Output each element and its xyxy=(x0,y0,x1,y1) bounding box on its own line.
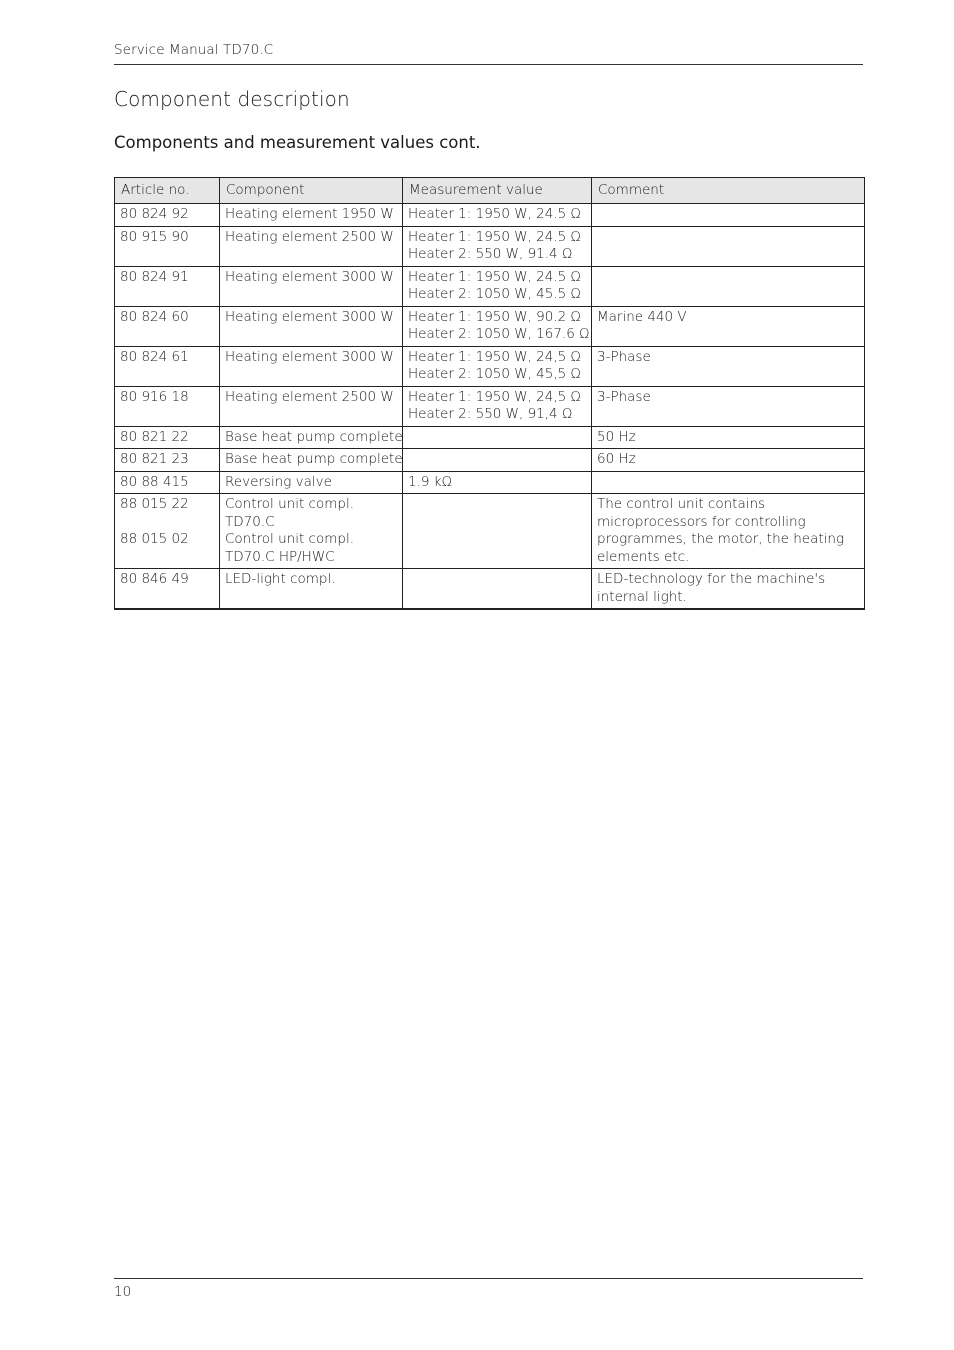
cell-article xyxy=(115,346,220,386)
cell-article-line: 80 88 415 xyxy=(120,473,189,490)
table-row xyxy=(115,569,865,610)
cell-component xyxy=(220,449,403,472)
table-row xyxy=(115,449,865,472)
cell-measurement-line: Heater 2: 550 W, 91.4 Ω xyxy=(408,246,573,262)
cell-comment-line xyxy=(597,269,860,287)
cell-component xyxy=(220,471,403,494)
cell-article xyxy=(115,386,220,426)
cell-component-line: Heating element 2500 W xyxy=(225,388,394,405)
cell-component xyxy=(220,306,403,346)
cell-measurement-line: Heater 1: 1950 W, 24,5 Ω xyxy=(408,348,581,365)
cell-article xyxy=(115,449,220,472)
cell-measurement xyxy=(403,449,592,472)
cell-component xyxy=(220,386,403,426)
cell-comment xyxy=(592,306,865,346)
table-row xyxy=(115,346,865,386)
cell-measurement-line: Heater 1: 1950 W, 24.5 Ω xyxy=(408,228,581,245)
table-row xyxy=(115,226,865,266)
cell-component xyxy=(220,266,403,306)
cell-component-line: LED-light compl. xyxy=(225,571,336,587)
cell-measurement-line xyxy=(408,571,587,589)
cell-measurement xyxy=(403,306,592,346)
cell-comment-line: LED-technology for the machine's xyxy=(597,571,826,587)
cell-measurement-line: Heater 2: 1050 W, 167.6 Ω xyxy=(408,326,590,342)
cell-component-line: Base heat pump complete xyxy=(225,451,403,467)
cell-comment-line: Marine 440 V xyxy=(597,308,687,325)
cell-measurement-line: Heater 1: 1950 W, 90.2 Ω xyxy=(408,308,581,325)
cell-article-line: 88 015 22 xyxy=(120,496,189,512)
cell-comment xyxy=(592,266,865,306)
cell-article xyxy=(115,569,220,610)
cell-measurement xyxy=(403,569,592,610)
cell-component xyxy=(220,204,403,227)
cell-article-line: 80 824 91 xyxy=(120,268,189,285)
cell-comment-line: 3-Phase xyxy=(597,348,651,365)
table-row xyxy=(115,471,865,494)
cell-article xyxy=(115,226,220,266)
cell-component xyxy=(220,494,403,569)
column-header-comment: Comment xyxy=(592,178,865,204)
cell-component-line: Heating element 2500 W xyxy=(225,228,394,245)
cell-measurement-line: Heater 2: 550 W, 91,4 Ω xyxy=(408,406,573,422)
cell-component-line: TD70.C HP/HWC xyxy=(225,548,335,565)
header-rule xyxy=(114,64,863,65)
cell-component xyxy=(220,426,403,449)
cell-comment-line: microprocessors for controlling xyxy=(597,513,806,530)
cell-article-line: 80 915 90 xyxy=(120,228,189,245)
cell-component-line: Control unit compl. xyxy=(225,531,354,547)
cell-measurement-line: Heater 2: 1050 W, 45.5 Ω xyxy=(408,286,581,302)
cell-comment-line: 50 Hz xyxy=(597,428,636,445)
cell-article xyxy=(115,306,220,346)
cell-measurement-line: Heater 1: 1950 W, 24,5 Ω xyxy=(408,388,581,405)
table-row xyxy=(115,386,865,426)
cell-article-line: 80 916 18 xyxy=(120,388,189,405)
cell-measurement xyxy=(403,471,592,494)
cell-comment xyxy=(592,569,865,610)
cell-comment xyxy=(592,449,865,472)
cell-measurement-line xyxy=(408,496,587,514)
cell-measurement xyxy=(403,346,592,386)
cell-comment xyxy=(592,226,865,266)
cell-comment xyxy=(592,346,865,386)
cell-measurement xyxy=(403,226,592,266)
cell-measurement-line xyxy=(408,451,587,469)
cell-component-line: Heating element 3000 W xyxy=(225,308,394,325)
cell-article-line: 80 824 60 xyxy=(120,308,189,325)
cell-comment xyxy=(592,471,865,494)
cell-component-line: Reversing valve xyxy=(225,473,332,490)
cell-comment xyxy=(592,494,865,569)
column-header-article: Article no. xyxy=(115,178,220,204)
cell-article xyxy=(115,266,220,306)
cell-measurement-line: 1.9 kΩ xyxy=(408,473,452,490)
cell-comment-line: internal light. xyxy=(597,588,687,605)
cell-component-line: TD70.C xyxy=(225,513,275,530)
cell-comment-line xyxy=(597,474,860,492)
running-header: Service Manual TD70.C xyxy=(114,42,274,58)
cell-comment-line: elements etc. xyxy=(597,548,690,565)
cell-comment-line: 3-Phase xyxy=(597,388,651,405)
cell-component-line: Heating element 3000 W xyxy=(225,268,394,285)
cell-component xyxy=(220,226,403,266)
cell-comment-line: 60 Hz xyxy=(597,451,636,467)
footer-rule xyxy=(114,1278,863,1279)
table-row xyxy=(115,306,865,346)
table-row xyxy=(115,494,865,569)
cell-measurement xyxy=(403,266,592,306)
cell-component-line: Heating element 1950 W xyxy=(225,206,394,222)
column-header-measurement: Measurement value xyxy=(403,178,592,204)
cell-measurement-line xyxy=(408,429,587,447)
page-number: 10 xyxy=(114,1284,132,1300)
table-body xyxy=(115,204,865,610)
cell-comment xyxy=(592,386,865,426)
cell-article xyxy=(115,426,220,449)
cell-article-line: 80 824 61 xyxy=(120,348,189,365)
cell-article-line: 88 015 02 xyxy=(120,531,189,547)
table-row xyxy=(115,426,865,449)
cell-measurement-line: Heater 2: 1050 W, 45,5 Ω xyxy=(408,366,581,382)
cell-component-line: Heating element 3000 W xyxy=(225,348,394,365)
components-table xyxy=(114,177,865,610)
page-title: Component description xyxy=(114,87,350,111)
cell-measurement xyxy=(403,426,592,449)
table-row xyxy=(115,266,865,306)
cell-article-line: 80 846 49 xyxy=(120,571,189,587)
cell-component xyxy=(220,346,403,386)
cell-comment xyxy=(592,204,865,227)
cell-measurement xyxy=(403,204,592,227)
cell-article-line xyxy=(120,514,215,532)
cell-article-line: 80 824 92 xyxy=(120,206,189,222)
cell-measurement xyxy=(403,386,592,426)
cell-component xyxy=(220,569,403,610)
cell-article xyxy=(115,204,220,227)
cell-comment-line: The control unit contains xyxy=(597,496,766,512)
cell-comment-line xyxy=(597,206,860,224)
cell-component-line: Base heat pump complete xyxy=(225,428,403,445)
cell-article xyxy=(115,494,220,569)
cell-component-line: Control unit compl. xyxy=(225,496,354,512)
cell-article-line: 80 821 23 xyxy=(120,451,189,467)
table-row xyxy=(115,204,865,227)
column-header-component: Component xyxy=(220,178,403,204)
cell-measurement-line: Heater 1: 1950 W, 24.5 Ω xyxy=(408,268,581,285)
section-title: Components and measurement values cont. xyxy=(114,133,481,152)
cell-comment xyxy=(592,426,865,449)
cell-comment-line xyxy=(597,229,860,247)
cell-article xyxy=(115,471,220,494)
cell-article-line: 80 821 22 xyxy=(120,428,189,445)
table-header-row xyxy=(115,178,865,204)
cell-measurement xyxy=(403,494,592,569)
cell-measurement-line: Heater 1: 1950 W, 24.5 Ω xyxy=(408,206,581,222)
cell-comment-line: programmes, the motor, the heating xyxy=(597,531,845,547)
